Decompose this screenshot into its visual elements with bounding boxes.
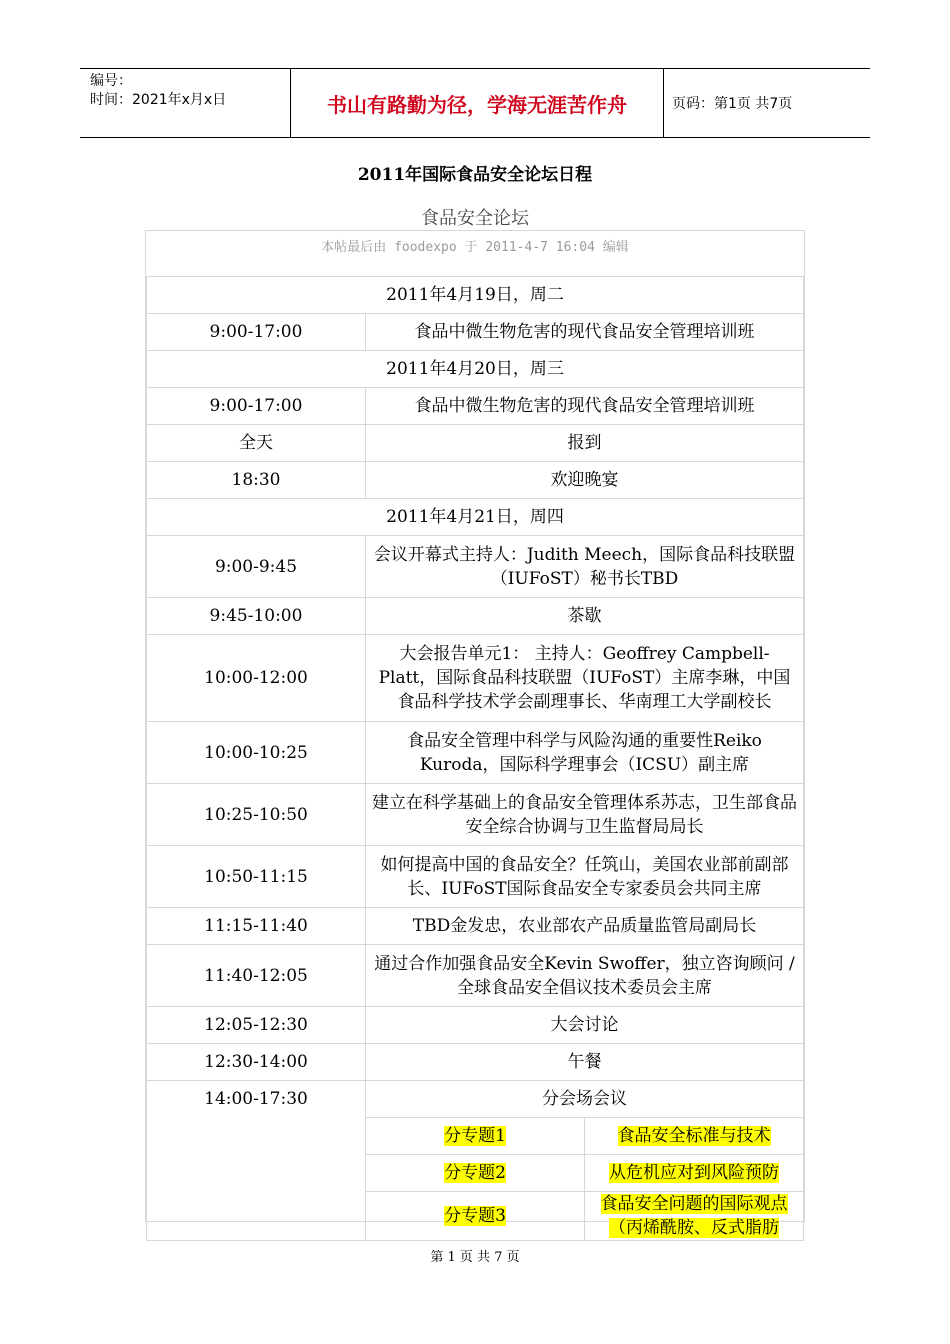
sub-session-label-text: 分专题1 — [444, 1126, 506, 1146]
time-cell: 18:30 — [147, 462, 366, 499]
table-row — [147, 722, 804, 784]
table-row — [147, 277, 804, 314]
sub-session-label — [366, 1155, 585, 1192]
table-row — [147, 388, 804, 425]
event-cell: 食品安全管理中科学与风险沟通的重要性Reiko Kuroda，国际科学理事会（ICSU）副主席 — [366, 722, 804, 784]
sub-session-label — [366, 1192, 585, 1241]
table-row — [147, 784, 804, 846]
page-footer: 第 1 页 共 7 页 — [430, 1250, 520, 1265]
page-header — [80, 68, 870, 138]
sub-session-label-text: 分专题3 — [444, 1206, 506, 1226]
event-cell: 如何提高中国的食品安全？任筑山，美国农业部前副部长、IUFoST国际食品安全专家委员会共同主席 — [366, 846, 804, 908]
table-row — [147, 536, 804, 598]
sub-session-label-text: 分专题2 — [444, 1163, 506, 1183]
event-cell: 欢迎晚宴 — [366, 462, 804, 499]
edit-note: 本帖最后由 foodexpo 于 2011-4-7 16:04 编辑 — [321, 240, 629, 255]
sub-session-topic — [585, 1155, 804, 1192]
time-cell: 9:00-9:45 — [147, 536, 366, 598]
sub-session-topic — [585, 1118, 804, 1155]
time-cell: 9:00-17:00 — [147, 314, 366, 351]
date-cell: 2011年4月19日，周二 — [147, 277, 804, 314]
event-cell: 午餐 — [366, 1044, 804, 1081]
event-cell: 食品中微生物危害的现代食品安全管理培训班 — [366, 388, 804, 425]
sub-session-topic — [585, 1192, 804, 1241]
forum-name: 食品安全论坛 — [421, 208, 529, 229]
table-row — [147, 314, 804, 351]
table-row — [147, 1007, 804, 1044]
header-info — [80, 69, 290, 137]
sub-session-topic-text: 食品安全标准与技术 — [617, 1126, 771, 1146]
event-cell: 报到 — [366, 425, 804, 462]
table-row — [147, 425, 804, 462]
event-cell: 茶歇 — [366, 598, 804, 635]
event-cell: 通过合作加强食品安全Kevin Swoffer，独立咨询顾问 / 全球食品安全倡议技术委员会主席 — [366, 945, 804, 1007]
date-cell: 2011年4月20日，周三 — [147, 351, 804, 388]
table-row — [147, 462, 804, 499]
number-label: 编号： — [90, 73, 132, 89]
table-row — [147, 1044, 804, 1081]
table-row — [147, 945, 804, 1007]
time-cell: 12:05-12:30 — [147, 1007, 366, 1044]
sub-session-topic-text: 从危机应对到风险预防 — [609, 1163, 779, 1183]
page-label: 页码：第1页 共7页 — [672, 96, 793, 112]
time-cell: 10:50-11:15 — [147, 846, 366, 908]
event-cell: 大会报告单元1： 主持人：Geoffrey Campbell-Platt，国际食品科技联盟（IUFoST）主席李琳，中国食品科学技术学会副理事长、华南理工大学副校长 — [366, 635, 804, 722]
table-row — [147, 908, 804, 945]
table-row — [147, 1081, 804, 1118]
document-title: 2011年国际食品安全论坛日程 — [357, 165, 593, 185]
schedule-table — [146, 276, 804, 1241]
time-cell: 全天 — [147, 425, 366, 462]
sub-session-label — [366, 1118, 585, 1155]
time-label: 时间：2021年x月x日 — [90, 92, 227, 108]
time-cell: 12:30-14:00 — [147, 1044, 366, 1081]
event-cell: 建立在科学基础上的食品安全管理体系苏志，卫生部食品安全综合协调与卫生监督局局长 — [366, 784, 804, 846]
event-cell: 食品中微生物危害的现代食品安全管理培训班 — [366, 314, 804, 351]
time-cell: 11:15-11:40 — [147, 908, 366, 945]
time-cell: 10:00-12:00 — [147, 635, 366, 722]
time-cell: 9:45-10:00 — [147, 598, 366, 635]
motto: 书山有路勤为径，学海无涯苦作舟 — [290, 69, 664, 137]
table-row — [147, 846, 804, 908]
event-cell: TBD金发忠，农业部农产品质量监管局副局长 — [366, 908, 804, 945]
event-cell: 会议开幕式主持人：Judith Meech，国际食品科技联盟（IUFoST）秘书长TBD — [366, 536, 804, 598]
table-row — [147, 598, 804, 635]
time-cell: 11:40-12:05 — [147, 945, 366, 1007]
event-cell: 分会场会议 — [366, 1081, 804, 1118]
sub-session-topic-text: 食品安全问题的国际观点（丙烯酰胺、反式脂肪 — [600, 1194, 788, 1238]
time-cell: 10:25-10:50 — [147, 784, 366, 846]
table-row — [147, 635, 804, 722]
table-row — [147, 351, 804, 388]
time-cell: 9:00-17:00 — [147, 388, 366, 425]
time-cell: 10:00-10:25 — [147, 722, 366, 784]
date-cell: 2011年4月21日，周四 — [147, 499, 804, 536]
event-cell: 大会讨论 — [366, 1007, 804, 1044]
table-row — [147, 499, 804, 536]
time-cell: 14:00-17:30 — [147, 1081, 366, 1241]
